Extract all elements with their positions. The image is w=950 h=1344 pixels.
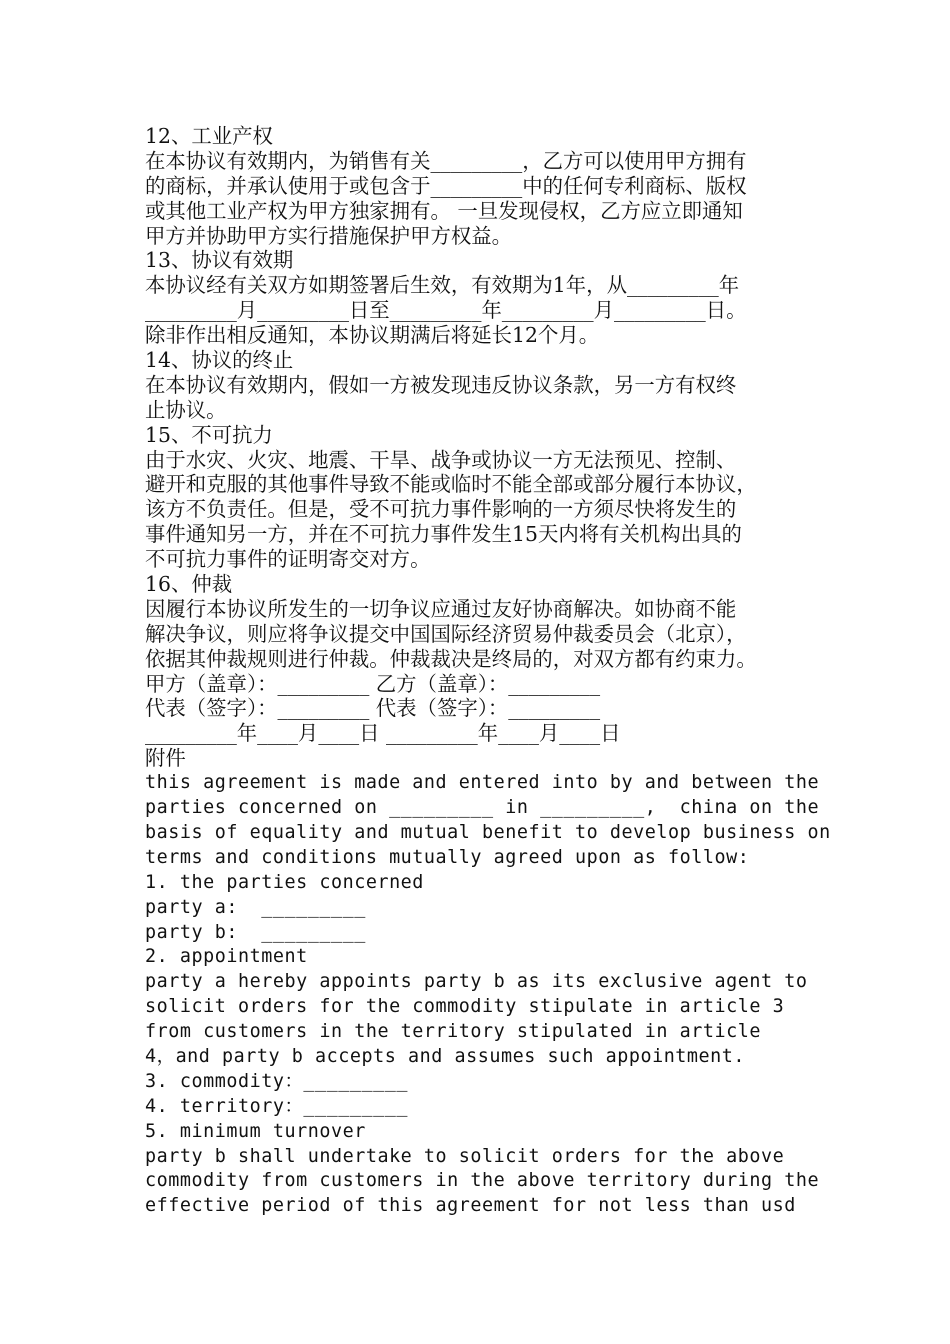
english-line: party b shall undertake to solicit orders for the above (145, 1145, 785, 1167)
section-heading-term: 13、协议有效期 (145, 248, 294, 273)
section-heading-force-majeure: 15、不可抗力 (145, 422, 273, 447)
section-heading-industrial-property: 12、工业产权 (145, 124, 273, 148)
paragraph-line: 不可抗力事件的证明寄交对方。 (145, 547, 431, 572)
paragraph-line: 或其他工业产权为甲方独家拥有。 一旦发现侵权，乙方应立即通知 (145, 198, 743, 223)
english-heading-parties: 1. the parties concerned (145, 871, 424, 893)
english-line: solicit orders for the commodity stipulate in article 3 (145, 996, 785, 1018)
english-line: parties concerned on _________ in _________, china on the (145, 797, 820, 819)
english-line: 4，and party b accepts and assumes such appointment. (145, 1045, 746, 1067)
english-heading-commodity: 3. commodity：_________ (145, 1070, 409, 1092)
english-line: basis of equality and mutual benefit to develop business on (145, 821, 831, 843)
english-line: effective period of this agreement for not less than usd (145, 1195, 796, 1217)
paragraph-line: 在本协议有效期内，为销售有关_________，乙方可以使用甲方拥有 (145, 148, 747, 173)
signature-line-seal: 甲方（盖章）：_________ 乙方（盖章）：_________ (145, 671, 601, 696)
english-line: commodity from customers in the above territory during the (145, 1170, 820, 1192)
paragraph-line: 在本协议有效期内，假如一方被发现违反协议条款，另一方有权终 (145, 372, 737, 397)
english-heading-appointment: 2. appointment (145, 946, 308, 968)
signature-line-representative: 代表（签字）：_________ 代表（签字）：_________ (145, 696, 601, 721)
section-heading-arbitration: 16、仲裁 (145, 572, 233, 597)
english-line: party a hereby appoints party b as its exclusive agent to (145, 971, 808, 993)
paragraph-line: 的商标，并承认使用于或包含于_________中的任何专利商标、版权 (145, 173, 747, 198)
english-line: party a: _________ (145, 896, 366, 918)
english-heading-territory: 4. territory：_________ (145, 1095, 409, 1117)
paragraph-line: 避开和克服的其他事件导致不能或临时不能全部或部分履行本协议， (145, 472, 757, 497)
signature-line-date: _________年____月____日 _________年____月____日 (145, 721, 621, 746)
appendix-heading: 附件 (145, 746, 186, 771)
section-heading-termination: 14、协议的终止 (145, 348, 294, 373)
paragraph-line: 本协议经有关双方如期签署后生效，有效期为1年，从_________年 (145, 273, 740, 298)
paragraph-line: 解决争议，则应将争议提交中国国际经济贸易仲裁委员会（北京）， (145, 621, 747, 646)
english-line: from customers in the territory stipulated in article (145, 1021, 761, 1043)
document-body (145, 124, 831, 1219)
english-heading-minimum-turnover: 5. minimum turnover (145, 1120, 366, 1142)
paragraph-line: _________月_________日至_________年_________月_________日。 (145, 298, 747, 323)
paragraph-line: 依据其仲裁规则进行仲裁。仲裁裁决是终局的，对双方都有约束力。 (145, 646, 757, 671)
paragraph-line: 由于水灾、火灾、地震、干旱、战争或协议一方无法预见、控制、 (145, 447, 737, 472)
english-line: this agreement is made and entered into by and between the (145, 772, 820, 794)
english-line: terms and conditions mutually agreed upon as follow: (145, 846, 750, 868)
paragraph-line: 止协议。 (145, 397, 227, 422)
paragraph-line: 因履行本协议所发生的一切争议应通过友好协商解决。如协商不能 (145, 596, 737, 621)
english-line: party b: _________ (145, 921, 366, 943)
paragraph-line: 该方不负责任。但是，受不可抗力事件影响的一方须尽快将发生的 (145, 497, 737, 522)
paragraph-line: 事件通知另一方，并在不可抗力事件发生15天内将有关机构出具的 (145, 522, 742, 547)
paragraph-line: 除非作出相反通知，本协议期满后将延长12个月。 (145, 323, 600, 348)
paragraph-line: 甲方并协助甲方实行措施保护甲方权益。 (145, 223, 513, 248)
